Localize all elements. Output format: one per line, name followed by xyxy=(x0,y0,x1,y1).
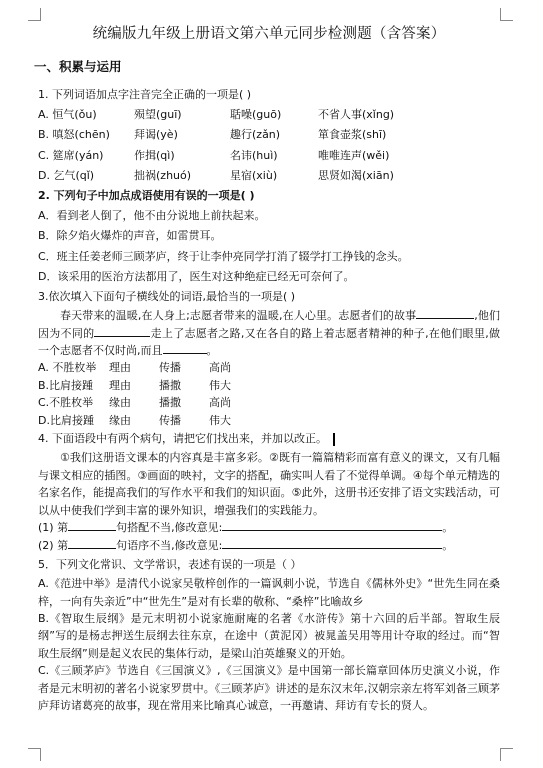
q4-answer-line-2 xyxy=(38,537,500,555)
corner-mark-top-right xyxy=(500,8,513,21)
document-page xyxy=(34,18,501,714)
sentence-number-blank-2[interactable] xyxy=(68,548,116,549)
section-heading: 一、积累与运用 xyxy=(34,59,122,74)
option-term: A. 不胜枚举 xyxy=(38,361,97,375)
q1-option-b xyxy=(38,125,500,145)
option-term: C. 筵席(yán) xyxy=(38,148,104,162)
revision-blank-2[interactable] xyxy=(222,548,442,549)
option-term: 播撒 xyxy=(159,378,181,392)
q2-stem: 2. 下列句子中加点成语使用有误的一项是( ) xyxy=(38,189,255,203)
text-cursor xyxy=(333,433,335,446)
option-term: 伟大 xyxy=(209,378,231,392)
q1-option-a xyxy=(38,105,500,125)
q2-option-d: D．该采用的医治方法都用了，医生对这种绝症已经无可奈何了。 xyxy=(38,269,355,283)
option-term: 播撒 xyxy=(159,396,181,410)
fill-blank-3[interactable] xyxy=(163,353,207,354)
q2-option-b: B．除夕焰火爆炸的声音，如雷贯耳。 xyxy=(38,229,222,243)
sentence-number-blank-1[interactable] xyxy=(68,530,116,531)
q3-option-c xyxy=(38,394,500,411)
option-term: A. 恒气(ǒu) xyxy=(38,108,97,122)
passage-text: 着志愿者精神的种子,在他们眼里,做一个志愿者不仅时尚,而且 xyxy=(38,326,501,358)
option-term: 传播 xyxy=(159,413,181,427)
option-term: 思贤如渴(xiān) xyxy=(318,168,394,182)
option-term: 唯唯连声(wěi) xyxy=(318,148,390,162)
option-term: 传播 xyxy=(159,361,181,375)
answer-period: 。 xyxy=(442,538,454,552)
option-term: 星宿(xiù) xyxy=(230,168,278,182)
option-term: 趣行(zǎn) xyxy=(230,128,281,142)
q4-answer-line-1 xyxy=(38,519,500,537)
q5-option-c: C.《三顾茅庐》节选自《三国演义》,《三国演义》是中国第一部长篇章回体历史演义小说，作者是元末明初的著名小说家罗贯中。《三顾茅庐》讲述的是东汉末年,汉朝宗亲左将军刘备三顾茅庐拜访诸葛亮的故事，现在常用来比喻真心诚意，一再邀请、拜访有专长的贤人。 xyxy=(38,664,500,712)
q5-stem: 5．下列文化常识、文学常识，表述有误的一项是（ ） xyxy=(38,557,302,571)
answer-period: 。 xyxy=(442,520,454,534)
passage-text: 走上了志愿者之路,又在各自的路上 xyxy=(150,326,324,340)
option-term: 理由 xyxy=(109,361,131,375)
q5-option-b: B.《智取生辰纲》是元末明初小说家施耐庵的名著《水浒传》第十六回的后半部。智取生辰纲”写的是杨志押送生辰纲去往东京，在途中（黄泥冈）被晁盖吴用等用计夺取的经过。而“智取生辰纲”则是起义农民的集体行动，是梁山泊英雄聚义的开始。 xyxy=(38,611,500,660)
passage-text: 。 xyxy=(206,344,218,358)
option-term: 理由 xyxy=(109,378,131,392)
q4-stem-text: 4. 下面语段中有两个病句，请把它们找出来，并加以改正。 xyxy=(38,432,327,446)
q3-stem: 3.依次填入下面句子横线处的词语,最恰当的一项是( ) xyxy=(38,290,296,304)
fill-blank-1[interactable] xyxy=(416,318,474,319)
q1-option-d xyxy=(38,166,500,186)
q1-option-c xyxy=(38,146,500,166)
answer-label: 句语序不当,修改意见: xyxy=(116,538,223,552)
q2-option-a: A．看到老人倒了，他不由分说地上前扶起来。 xyxy=(38,209,266,223)
option-term: 箪食壶浆(shī) xyxy=(318,128,387,142)
q2-option-c: C．班主任姜老师三顾茅庐，终于让李仲亮同学打消了辍学打工挣钱的念头。 xyxy=(38,249,409,263)
answer-label: 句搭配不当,修改意见: xyxy=(116,520,223,534)
option-term: 缘由 xyxy=(109,396,131,410)
q3-option-a xyxy=(38,359,500,376)
option-term: B.比肩接踵 xyxy=(38,378,94,392)
revision-blank-1[interactable] xyxy=(222,530,442,531)
option-term: 殒望(guī) xyxy=(134,108,182,122)
passage-text: 春天带来的温暖,在人身上;志愿者带来的温暖,在人心里。志愿者们的故 xyxy=(60,309,406,323)
corner-mark-bottom-right xyxy=(500,748,513,761)
option-term: 伟大 xyxy=(209,413,231,427)
option-term: 拙祸(zhuó) xyxy=(134,168,192,182)
q3-option-d xyxy=(38,412,500,429)
q4-passage: ①我们这册语文课本的内容真是丰富多彩。②既有一篇篇精彩而富有意义的课文，又有几幅与课文相应的插图。③画面的映衬，文字的搭配，确实叫人看了不觉得单调。④每个单元精选的名家名作，能提高我们的写作水平和我们的知识面。⑤此外，这册书还安排了语文实践活动，可以从中使我们学到丰富的课外知识，增强我们的实践能力。 xyxy=(38,451,500,517)
q3-option-b xyxy=(38,377,500,394)
option-term: C.不胜枚举 xyxy=(38,396,94,410)
option-term: 名讳(huì) xyxy=(230,148,278,162)
q1-stem: 1. 下列词语加点字注音完全正确的一项是( ) xyxy=(38,88,252,101)
document-title: 统编版九年级上册语文第六单元同步检测题（含答案） xyxy=(92,26,446,42)
fill-blank-2[interactable] xyxy=(94,336,150,337)
option-term: 高尚 xyxy=(209,396,231,410)
answer-label: (2) 第 xyxy=(38,538,69,552)
q4-stem xyxy=(38,429,500,449)
answer-label: (1) 第 xyxy=(38,520,69,534)
q3-passage xyxy=(38,307,500,359)
corner-mark-bottom-left xyxy=(28,748,41,761)
option-term: D. 乞气(qǐ) xyxy=(38,168,95,182)
option-term: 聒噪(guō) xyxy=(230,108,282,122)
q5-option-a: A.《范进中举》是清代小说家吴敬梓创作的一篇讽刺小说，节选自《儒林外史》“世先生同在桑梓，一向有失亲近”中“世先生”是对有长辈的敬称、“桑梓”比喻故乡 xyxy=(38,577,500,608)
option-term: 缘由 xyxy=(109,413,131,427)
passage-text: ,他们因为不同的 xyxy=(38,309,501,340)
option-term: 不省人事(xǐng) xyxy=(318,108,395,122)
passage-text: 事 xyxy=(405,309,417,323)
option-term: D.比肩接踵 xyxy=(38,413,94,427)
option-term: 作揖(qì) xyxy=(134,148,175,162)
option-term: B. 嗔怒(chēn) xyxy=(38,128,110,142)
option-term: 高尚 xyxy=(209,361,231,375)
option-term: 拜谒(yè) xyxy=(134,128,178,142)
